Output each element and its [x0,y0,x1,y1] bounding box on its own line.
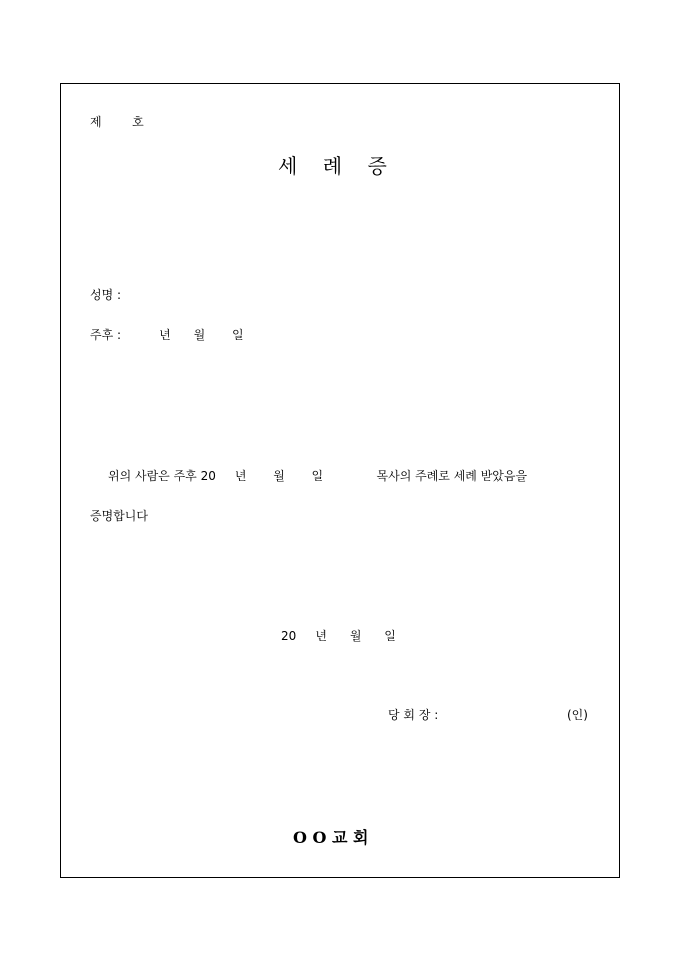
statement-line-2: 증명합니다 [90,509,148,523]
name-label: 성명 : [90,288,122,302]
baptism-date-label: 주후 : 년 월 일 [90,328,244,342]
church-name: O O 교 회 [293,828,369,847]
seal-label: (인) [567,708,588,722]
document-number-label: 제 호 [90,115,144,129]
certificate-title: 세 례 증 [278,154,387,178]
pastor-label: 당 회 장 : [388,708,439,722]
statement-line-1: 위의 사람은 주후 20 년 월 일 목사의 주례로 세례 받았음을 [108,469,528,483]
issue-date: 20 년 월 일 [281,629,396,643]
